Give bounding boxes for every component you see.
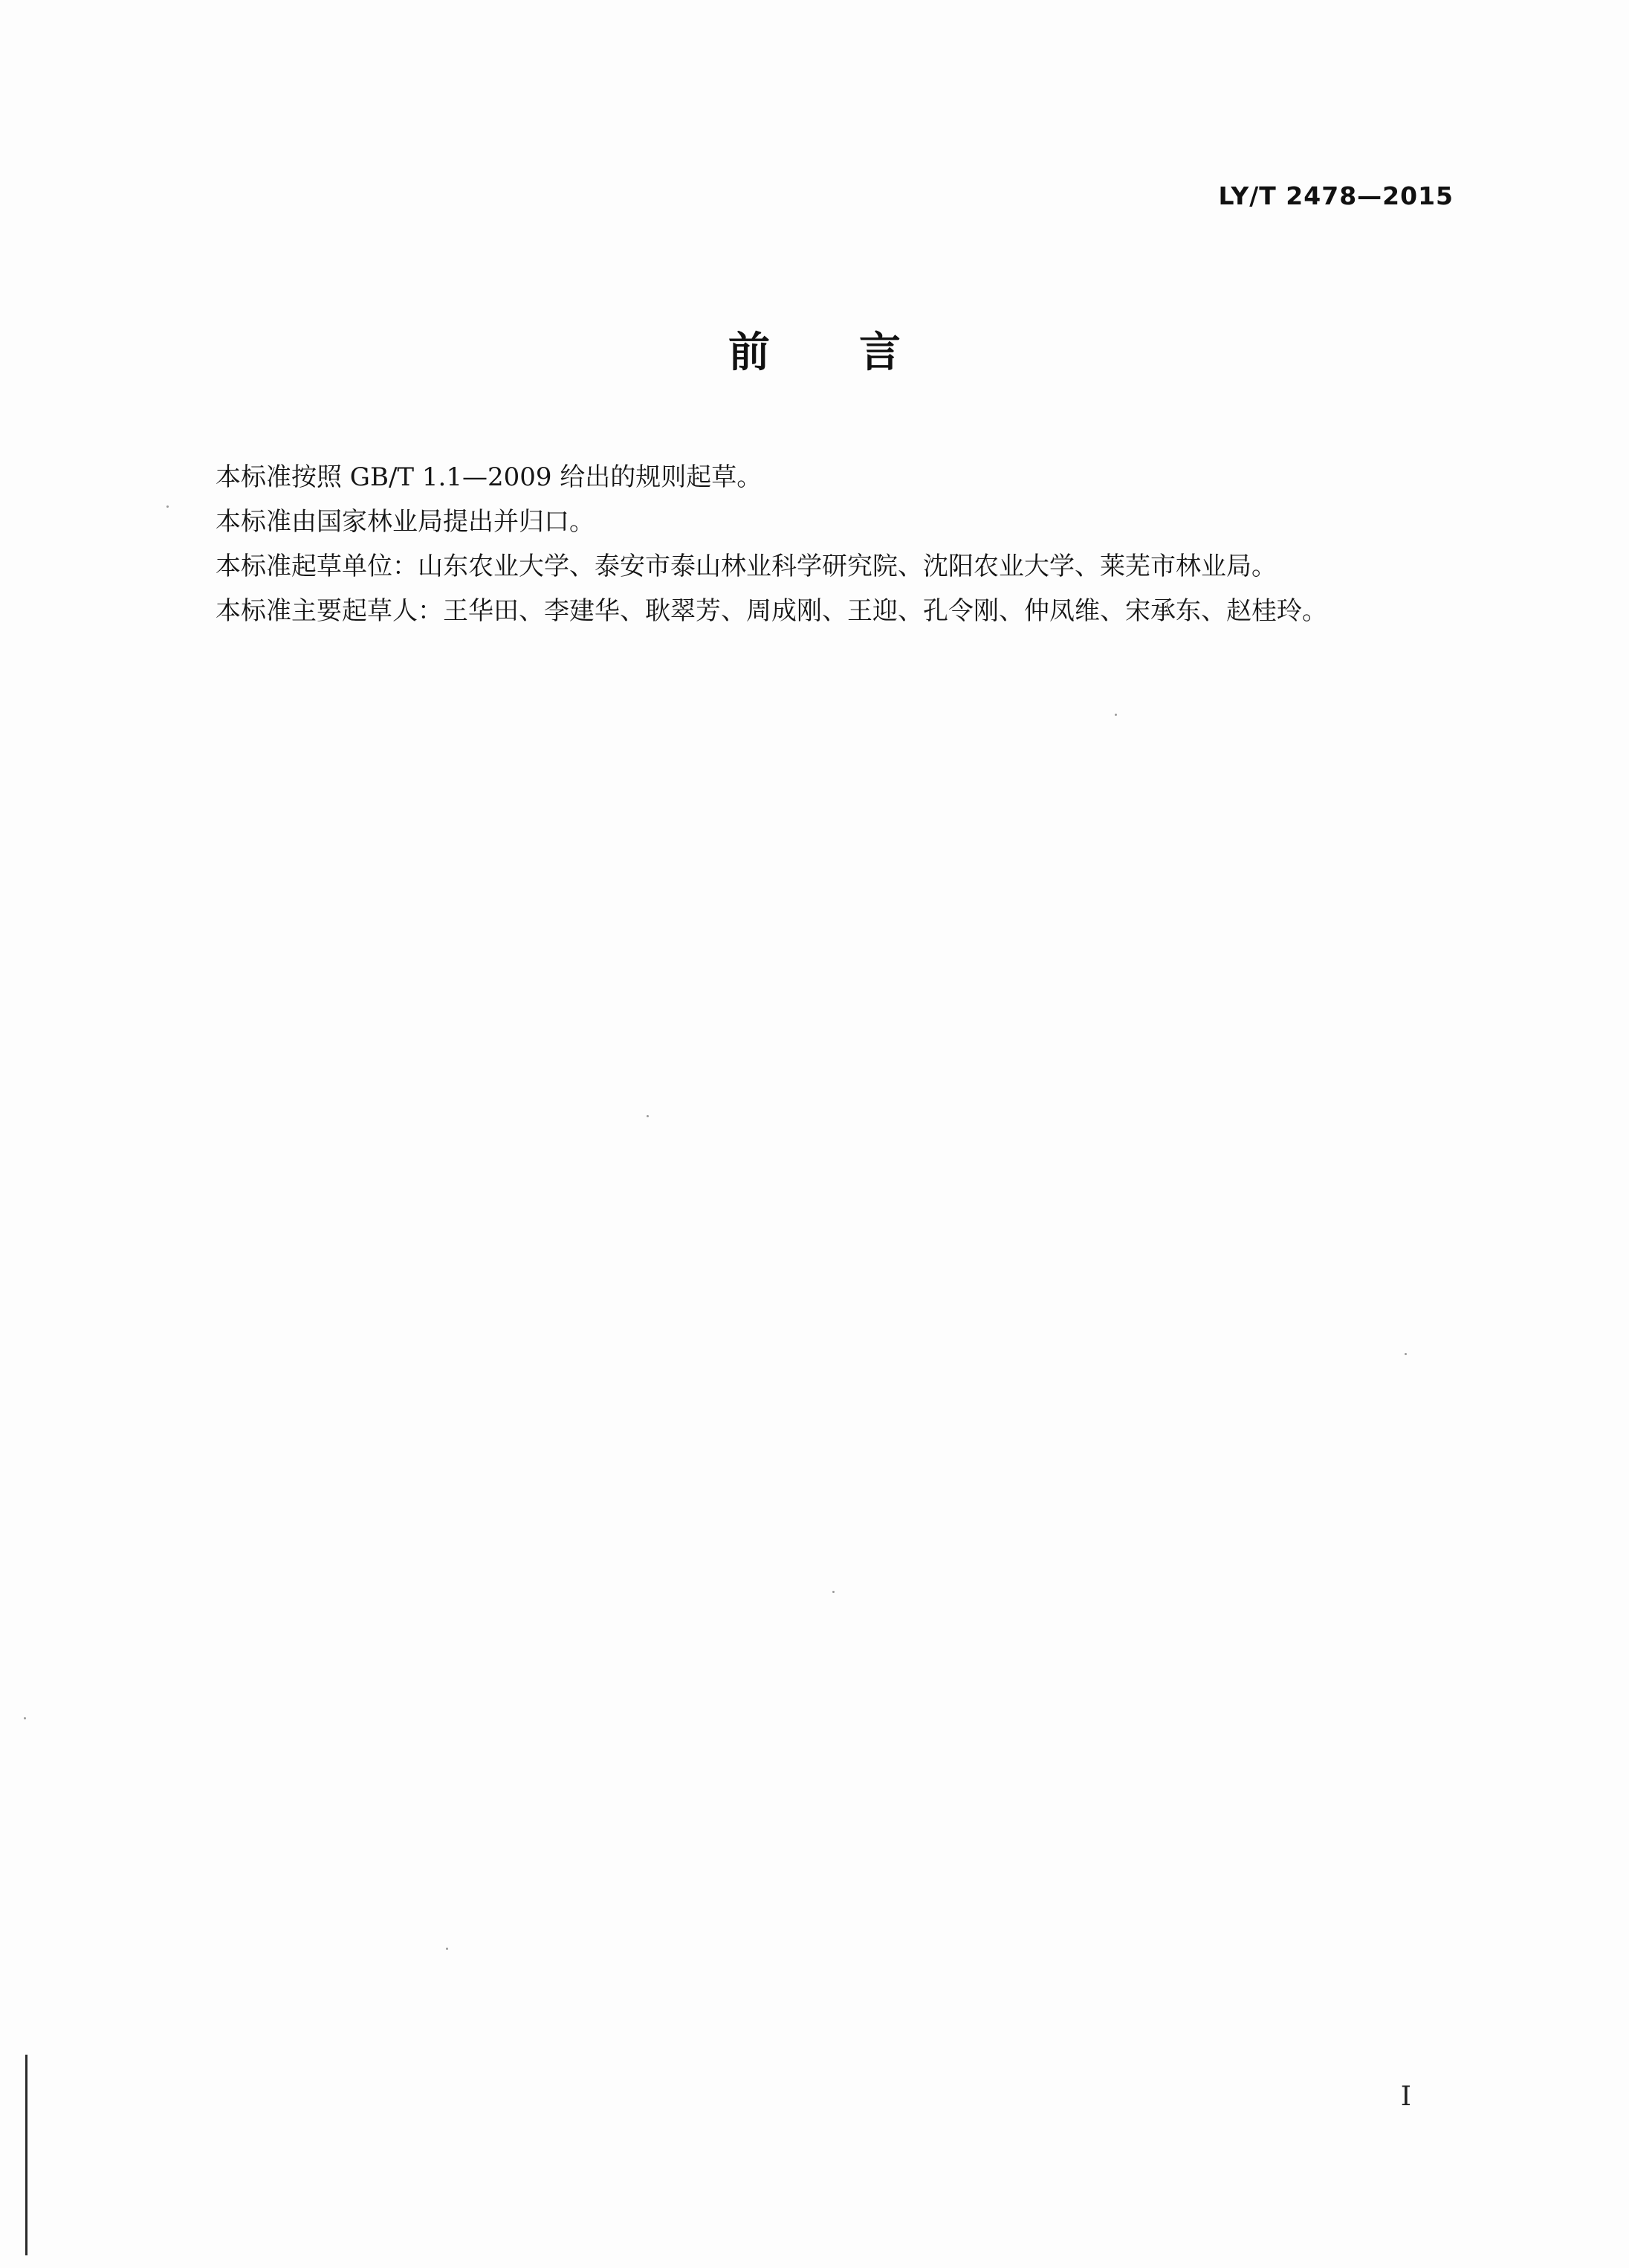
paragraph-proposer: 本标准由国家林业局提出并归口。	[216, 507, 595, 537]
scan-speck	[1405, 1353, 1407, 1355]
scan-speck	[446, 1948, 448, 1950]
foreword-body	[216, 455, 1479, 633]
scan-speck	[1115, 714, 1117, 716]
page-title: 前言	[728, 329, 990, 377]
page-number: I	[1400, 2081, 1411, 2112]
paragraph-drafting-rules: 本标准按照 GB/T 1.1—2009 给出的规则起草。	[216, 462, 762, 492]
paragraph-drafters: 本标准主要起草人：王华田、李建华、耿翠芳、周成刚、王迎、孔令刚、仲凤维、宋承东、赵桂玲。	[216, 596, 1327, 626]
paragraph-drafting-units: 本标准起草单位：山东农业大学、泰安市泰山林业科学研究院、沈阳农业大学、莱芜市林业局。	[216, 552, 1277, 581]
standard-number: LY/T 2478—2015	[1218, 181, 1454, 210]
scan-speck	[832, 1591, 835, 1593]
scan-speck	[647, 1115, 649, 1117]
scan-edge-mark	[25, 2055, 27, 2255]
scan-speck	[24, 1717, 26, 1719]
scan-speck	[166, 505, 169, 508]
